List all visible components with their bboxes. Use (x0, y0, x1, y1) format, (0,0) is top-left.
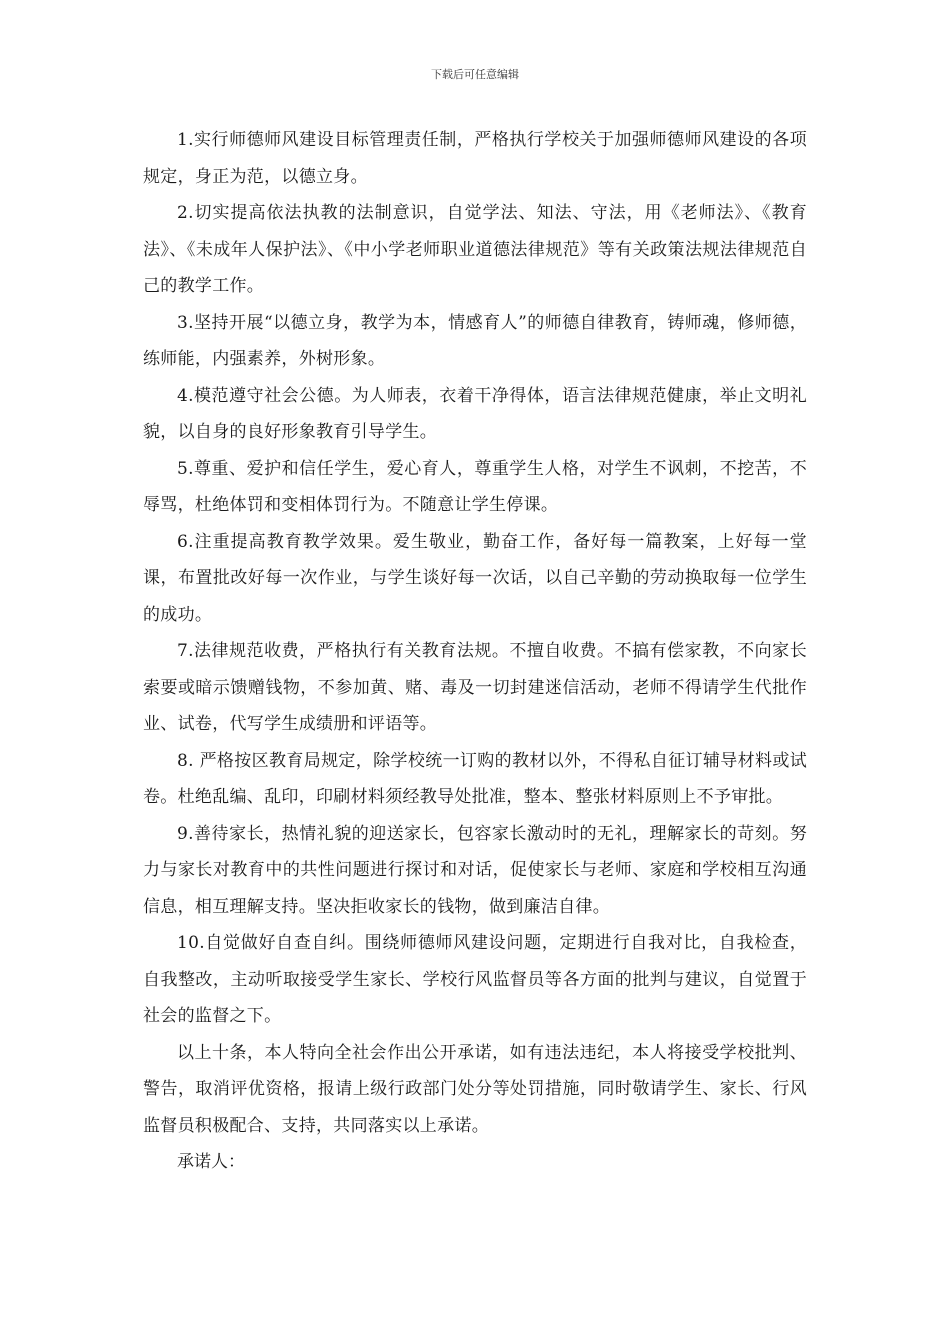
commitment-item-5: 5.尊重、爱护和信任学生，爱心育人，尊重学生人格，对学生不讽刺，不挖苦，不辱骂，杜绝体罚和变相体罚行为。不随意让学生停课。 (143, 458, 807, 515)
commitment-item-8: 8. 严格按区教育局规定，除学校统一订购的教材以外，不得私自征订辅导材料或试卷。杜绝乱编、乱印，印刷材料须经教导处批准，整本、整张材料原则上不予审批。 (143, 750, 807, 807)
commitment-item-1: 1.实行师德师风建设目标管理责任制，严格执行学校关于加强师德师风建设的各项规定，身正为范，以德立身。 (143, 130, 807, 187)
closing-statement: 以上十条，本人特向全社会作出公开承诺，如有违法违纪，本人将接受学校批判、警告，取消评优资格，报请上级行政部门处分等处罚措施，同时敬请学生、家长、行风监督员积极配合、支持，共同落实以上承诺。 (143, 1042, 807, 1136)
commitment-item-4: 4.模范遵守社会公德。为人师表，衣着干净得体，语言法律规范健康，举止文明礼貌，以自身的良好形象教育引导学生。 (143, 385, 807, 442)
commitment-item-3: 3.坚持开展“以德立身，教学为本，情感育人”的师德自律教育，铸师魂，修师德，练师能，内强素养，外树形象。 (143, 312, 807, 369)
signature-label: 承诺人： (177, 1152, 245, 1172)
page-header: 下载后可任意编辑 (431, 68, 519, 81)
commitment-item-6: 6.注重提高教育教学效果。爱生敬业，勤奋工作，备好每一篇教案，上好每一堂课，布置批改好每一次作业，与学生谈好每一次话，以自己辛勤的劳动换取每一位学生的成功。 (143, 531, 807, 625)
commitment-item-9: 9.善待家长，热情礼貌的迎送家长，包容家长激动时的无礼，理解家长的苛刻。努力与家长对教育中的共性问题进行探讨和对话，促使家长与老师、家庭和学校相互沟通信息，相互理解支持。坚决拒收家长的钱物，做到廉洁自律。 (143, 823, 807, 917)
document-body (143, 122, 807, 1181)
commitment-item-7: 7.法律规范收费，严格执行有关教育法规。不擅自收费。不搞有偿家教，不向家长索要或暗示馈赠钱物，不参加黄、赌、毒及一切封建迷信活动，老师不得请学生代批作业、试卷，代写学生成绩册和评语等。 (143, 641, 807, 734)
commitment-item-2: 2.切实提高依法执教的法制意识，自觉学法、知法、守法，用《老师法》、《教育法》、《未成年人保护法》、《中小学老师职业道德法律规范》等有关政策法规法律规范自己的教学工作。 (143, 203, 807, 296)
commitment-item-10: 10.自觉做好自查自纠。围绕师德师风建设问题，定期进行自我对比，自我检查，自我整改，主动听取接受学生家长、学校行风监督员等各方面的批判与建议，自觉置于社会的监督之下。 (143, 933, 807, 1026)
